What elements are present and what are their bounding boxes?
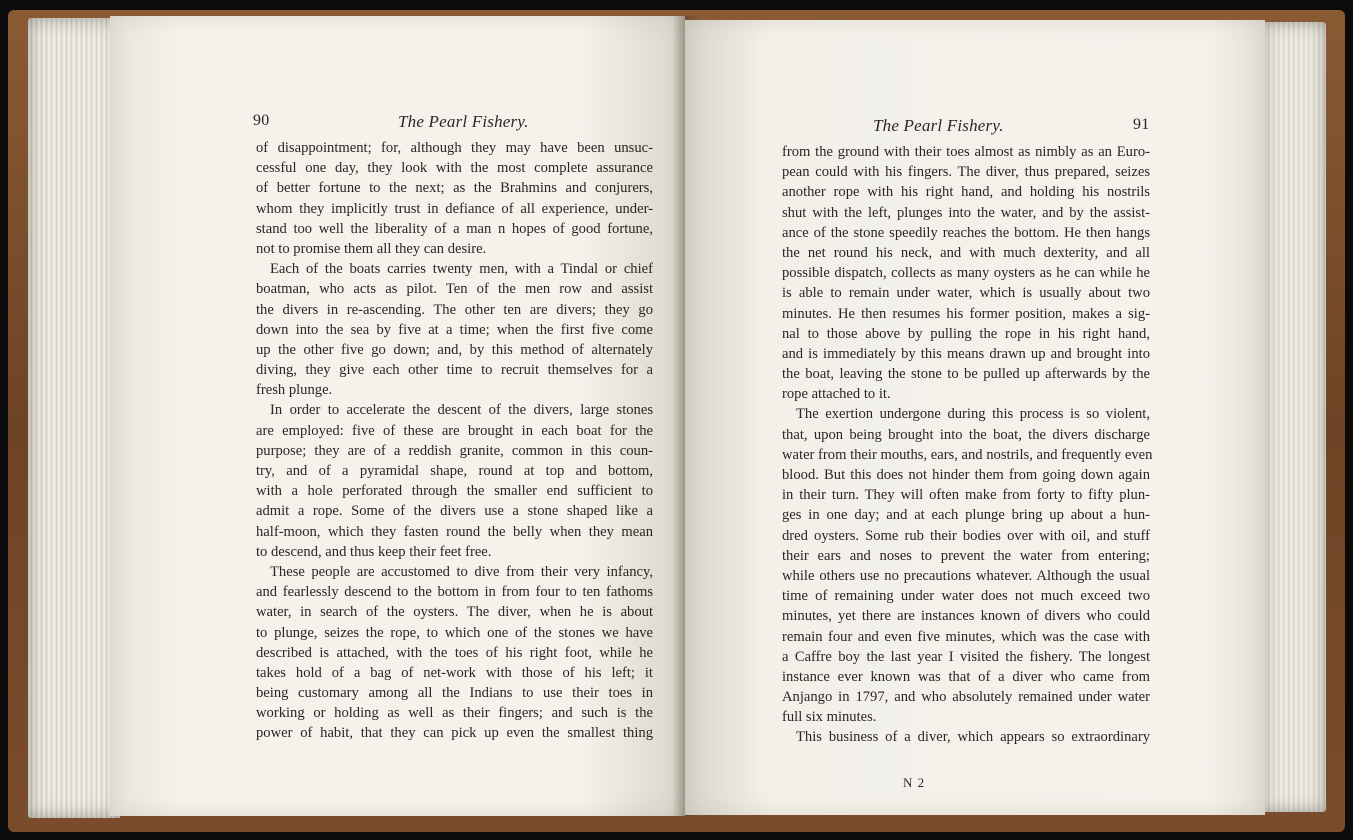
text-line: and fearlessly descend to the bottom in from four to ten fathoms (256, 584, 653, 601)
text-line: described is attached, with the toes of his right foot, while he (256, 644, 653, 661)
text-line: boatman, who acts as pilot. Ten of the men row and assist (256, 281, 653, 298)
text-line: down into the sea by five at a time; when the first five come (256, 321, 653, 338)
text-line: in their turn. They will often make from forty to fifty plun- (782, 487, 1150, 504)
left-running-head: The Pearl Fishery. (398, 112, 529, 131)
text-line: that, upon being brought into the boat, the divers discharge (782, 426, 1150, 443)
right-page-edges (1262, 22, 1326, 812)
text-line: In order to accelerate the descent of the divers, large stones (270, 402, 653, 419)
text-line: power of habit, that they can pick up even the smallest thing (256, 725, 653, 742)
text-line: admit a rope. Some of the divers use a stone shaped like a (256, 503, 653, 520)
text-line: Anjango in 1797, and who absolutely remained under water (782, 689, 1150, 706)
text-line: blood. But this does not hinder them from going down again (782, 467, 1150, 483)
left-page-number: 90 (253, 112, 270, 129)
left-page (110, 16, 685, 816)
text-line: the net round his neck, and with much dexterity, and all (782, 244, 1150, 261)
text-line: while others use no precautions whatever. Although the usual (782, 567, 1150, 584)
text-line: a Caffre boy the last year I visited the fishery. The longest (782, 648, 1150, 665)
right-page-text (782, 142, 1153, 748)
text-line: These people are accustomed to dive from their very infancy, (270, 563, 653, 580)
text-line: water, in search of the oysters. The diver, when he is about (256, 604, 653, 621)
text-line: of better fortune to the next; as the Brahmins and conjurers, (256, 180, 653, 197)
left-page-text (256, 138, 653, 744)
text-line: not to promise them all they can desire. (256, 240, 487, 257)
text-line: stand too well the liberality of a man n hopes of good fortune, (256, 220, 653, 237)
text-line: from the ground with their toes almost as nimbly as an Euro- (782, 144, 1150, 160)
text-line: rope attached to it. (782, 386, 891, 403)
text-line: try, and of a pyramidal shape, round at top and bottom, (256, 463, 653, 479)
text-line: instance ever known was that of a diver who came from (782, 668, 1150, 685)
text-line: the boat, leaving the stone to be pulled up afterwards by the (782, 366, 1150, 383)
text-line: water from their mouths, ears, and nostrils, and frequently even (782, 446, 1153, 463)
text-line: The exertion undergone during this process is so violent, (796, 406, 1150, 423)
text-line: whom they implicitly trust in defiance of all experience, under- (256, 200, 653, 217)
right-page (685, 20, 1265, 815)
text-line: shut with the left, plunges into the water, and by the assist- (782, 204, 1150, 221)
text-line: ges in one day; and at each plunge bring up about a hun- (782, 507, 1150, 524)
text-line: of disappointment; for, although they may have been unsuc- (256, 140, 653, 156)
text-line: Each of the boats carries twenty men, with a Tindal or chief (270, 261, 653, 278)
text-line: cessful one day, they look with the most complete assurance (256, 160, 653, 177)
text-line: another rope with his right hand, and holding his nostrils (782, 184, 1150, 201)
text-line: fresh plunge. (256, 382, 333, 399)
text-line: This business of a diver, which appears so extraordinary (796, 729, 1150, 746)
text-line: purpose; they are of a reddish granite, common in this coun- (256, 442, 653, 459)
text-line: nal to those above by pulling the rope in his right hand, (782, 325, 1150, 342)
left-page-edges (28, 18, 120, 818)
text-line: dred oysters. Some rub their bodies over with oil, and stuff (782, 527, 1150, 544)
text-line: is able to remain under water, which is usually about two (782, 285, 1150, 302)
text-line: half-moon, which they fasten round the belly when they mean (256, 523, 653, 540)
text-line: takes hold of a bag of net-work with those of his left; it (256, 664, 653, 681)
right-page-number: 91 (1133, 116, 1150, 133)
right-running-head: The Pearl Fishery. (873, 116, 1004, 135)
text-line: pean could with his fingers. The diver, thus prepared, seizes (782, 164, 1150, 181)
text-line: possible dispatch, collects as many oysters as he can while he (782, 265, 1150, 282)
text-line: the divers in re-ascending. The other ten are divers; they go (256, 301, 653, 318)
text-line: to plunge, seizes the rope, to which one of the stones we have (256, 624, 653, 641)
text-line: their ears and noses to prevent the water from entering; (782, 547, 1150, 564)
text-line: and is immediately by this means drawn up and brought into (782, 345, 1150, 362)
text-line: working or holding as well as their fingers; and such is the (256, 705, 653, 722)
text-line: remain four and even five minutes, which was the case with (782, 628, 1150, 645)
text-line: being customary among all the Indians to use their toes in (256, 685, 653, 702)
text-line: up the other five go down; and, by this method of alternately (256, 341, 653, 358)
signature-mark: N 2 (903, 775, 926, 790)
text-line: minutes, yet there are instances known of divers who could (782, 608, 1150, 625)
text-line: minutes. He then resumes his former position, makes a sig- (782, 305, 1150, 322)
text-line: are employed: five of these are brought in each boat for the (256, 422, 653, 439)
text-line: time of remaining under water does not much exceed two (782, 588, 1150, 605)
text-line: with a hole perforated through the smaller end sufficient to (256, 483, 653, 500)
text-line: to descend, and thus keep their feet free. (256, 543, 492, 560)
text-line: ance of the stone speedily reaches the bottom. He then hangs (782, 224, 1150, 241)
text-line: diving, they give each other time to recruit themselves for a (256, 362, 653, 379)
text-line: full six minutes. (782, 709, 877, 726)
